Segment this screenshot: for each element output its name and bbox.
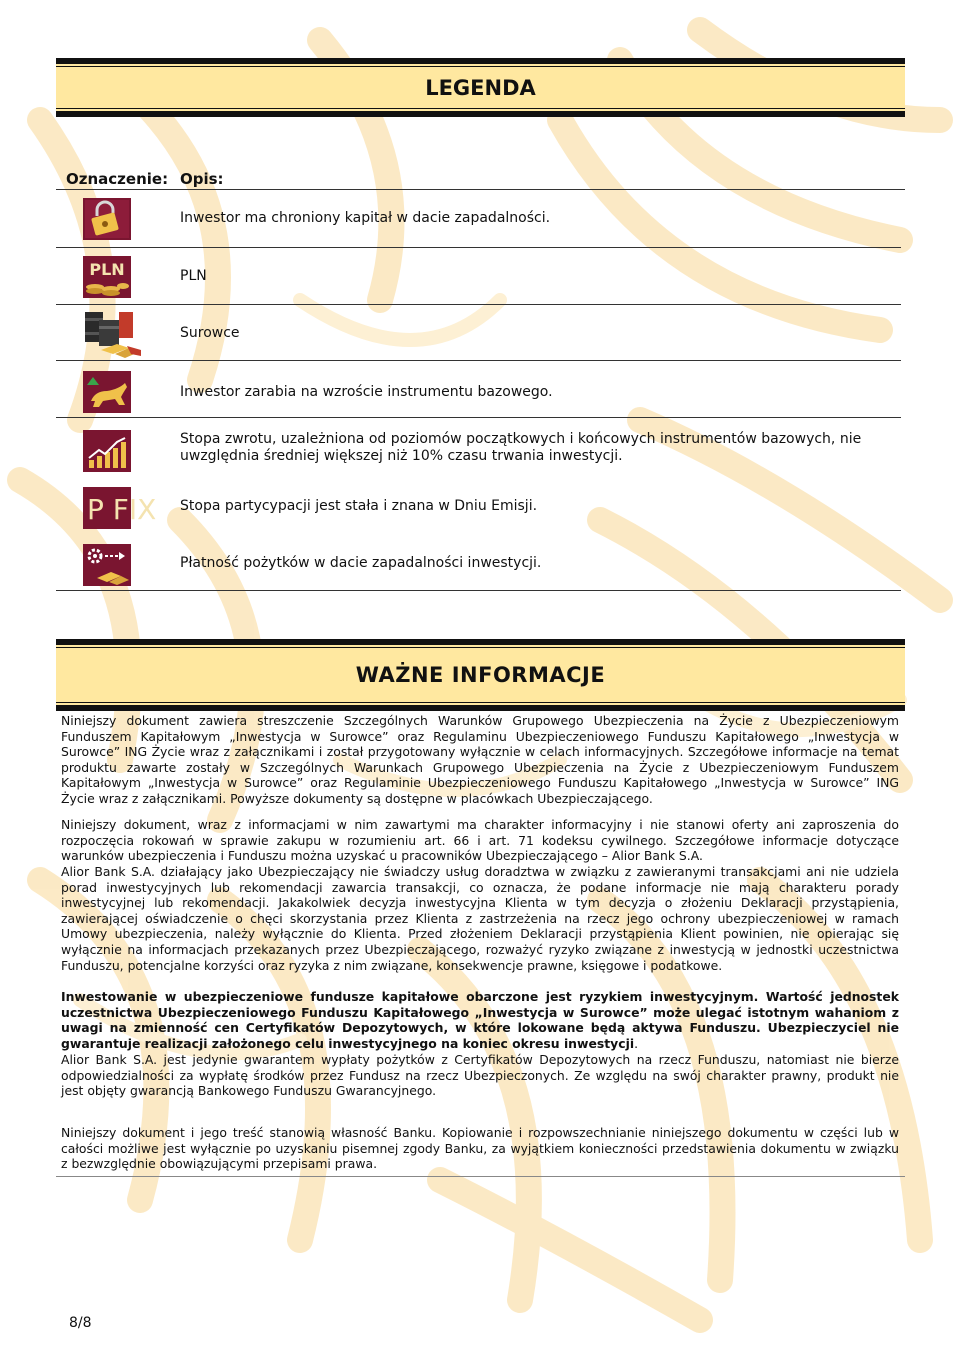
page-number: 8/8: [69, 1315, 92, 1331]
column-header-symbol: Oznaczenie:: [66, 170, 169, 188]
important-paragraph-6: Niniejszy dokument i jego treść stanowią własność Banku. Kopiowanie i rozpowszechnianie niniejszego dokumentu w części lub w całości możliwe jest wyłącznie po uzyskaniu pisemnej zgody Banku, za wyjątkiem konieczności przedstawienia dokumentu w związku z bezwzględnie obowiązującymi przepisami prawa.: [61, 1125, 899, 1172]
rising-chart-icon: [83, 430, 131, 472]
pln-coins-icon: [83, 256, 131, 298]
svg-text:PLN: PLN: [89, 260, 125, 279]
legend-header-row: [66, 170, 224, 188]
divider: [56, 590, 901, 591]
legend-description: Surowce: [180, 325, 240, 341]
legend-row: [56, 361, 905, 417]
legend-description: PLN: [180, 268, 207, 284]
bull-up-icon: [83, 371, 131, 413]
legend-description: Stopa zwrotu, uzależniona od poziomów początkowych i końcowych instrumentów bazowych, nie uwzględnia średniej większej niż 10% czasu trwania inwestycji.: [180, 431, 862, 464]
important-info-banner: [56, 639, 905, 711]
legend-description: Inwestor ma chroniony kapitał w dacie zapadalności.: [180, 210, 551, 226]
important-paragraph-4-warning: Inwestowanie w ubezpieczeniowe fundusze kapitałowe obarczone jest ryzykiem inwestycyjnym. Wartość jednostek uczestnictwa Ubezpieczeniowego Funduszu Kapitałowego „Inwestycja w Surowce” może ulegać istotnym wahaniom z uwagi na zmienność cen Certyfikatów Depozytowych, w które lokowane będą aktywa Funduszu. Ubezpieczyciel nie gwarantuje realizacji założonego celu inwestycyjnego na koniec okresu inwestycji.: [61, 989, 899, 1051]
p-fix-icon: [83, 487, 157, 529]
legend-row: [56, 248, 905, 304]
important-paragraph-2: Niniejszy dokument, wraz z informacjami w nim zawartymi ma charakter informacyjny i nie stanowi oferty ani zaproszenia do rozpoczęcia rokowań w sprawie zakupu w rozumieniu art. 66 i art. 71 kodeksu cywilnego. Szczegółowe informacje dotyczące warunków ubezpieczenia i Funduszu można uzyskać u pracowników Ubezpieczającego – Alior Bank S.A.: [61, 817, 899, 864]
column-header-description: Opis:: [180, 170, 224, 188]
important-paragraph-3: Alior Bank S.A. działający jako Ubezpieczający nie świadczy usług doradztwa w związku z zawieranymi transakcjami ani nie udziela porad inwestycyjnych lub rekomendacji zawarcia transakcji, co oznacza, że podane informacje nie mają charakteru porady inwestycyjnej lub rekomendacji. Jakakolwiek decyzja inwestycyjna Klienta w tym decyzja o złożeniu Deklaracji przystąpienia, zawierającej oświadczenie o chęci skorzystania przez Klienta z zastrzeżenia na rzecz jego ochrony ubezpieczeniowej w ramach Umowy ubezpieczenia, należy wyłącznie do Klienta. Przed złożeniem Deklaracji przystąpienia Klient powinien, nie opierając się wyłącznie na informacjach przekazanych przez Ubezpieczającego, rozważyć ryzyko związane z inwestycją w jednostki uczestnictwa Funduszu, potencjalne korzyści oraz ryzyka z nim związane, konsekwencje prawne, księgowe i podatkowe.: [61, 864, 899, 973]
legend-description: Płatność pożytków w dacie zapadalności inwestycji.: [180, 555, 542, 571]
divider: [56, 1176, 905, 1177]
important-paragraph-5: Alior Bank S.A. jest jedynie gwarantem wypłaty pożytków z Certyfikatów Depozytowych na rzecz Funduszu, natomiast nie bierze odpowiedzialności za wypłatę środków przez Fundusz na rzecz Ubezpieczonych. Ze względu na swój charakter prawny, produkt nie jest objęty gwarancją Bankowego Funduszu Gwarancyjnego.: [61, 1052, 899, 1099]
gear-gold-payment-icon: [83, 544, 131, 586]
legend-row: [56, 305, 905, 361]
legend-description: Stopa partycypacji jest stała i znana w Dniu Emisji.: [180, 498, 538, 514]
legend-row: [56, 418, 905, 478]
legend-title-banner: [56, 58, 905, 117]
legend-row: [56, 478, 905, 534]
svg-text:P FIX: P FIX: [87, 493, 157, 526]
important-info-title: WAŻNE INFORMACJE: [355, 663, 606, 687]
legend-description: Inwestor zarabia na wzroście instrumentu bazowego.: [180, 384, 553, 400]
legend-row: [56, 534, 905, 590]
important-paragraph-1: Niniejszy dokument zawiera streszczenie Szczególnych Warunków Grupowego Ubezpieczenia na Życie z Ubezpieczeniowym Funduszem Kapitałowym „Inwestycja w Surowce” oraz Regulaminu Ubezpieczeniowego Funduszu Kapitałowego „Inwestycja w Surowce” ING Życie wraz z załącznikami i został przygotowany wyłącznie w celach informacyjnych. Szczegółowe informacje na temat produktu zawarte zostały w Szczególnych Warunkach Grupowego Ubezpieczenia na Życie z Ubezpieczeniowym Funduszem Kapitałowym „Inwestycja w Surowce” oraz Regulaminie Ubezpieczeniowego Funduszu Kapitałowego „Inwestycja w Surowce” ING Życie wraz z załącznikami. Powyższe dokumenty są dostępne w placówkach Ubezpieczającego.: [61, 713, 899, 806]
commodities-barrel-gold-icon: [83, 308, 143, 350]
padlock-icon: [83, 198, 131, 240]
legend-title: LEGENDA: [425, 75, 536, 100]
legend-row: [56, 190, 905, 246]
